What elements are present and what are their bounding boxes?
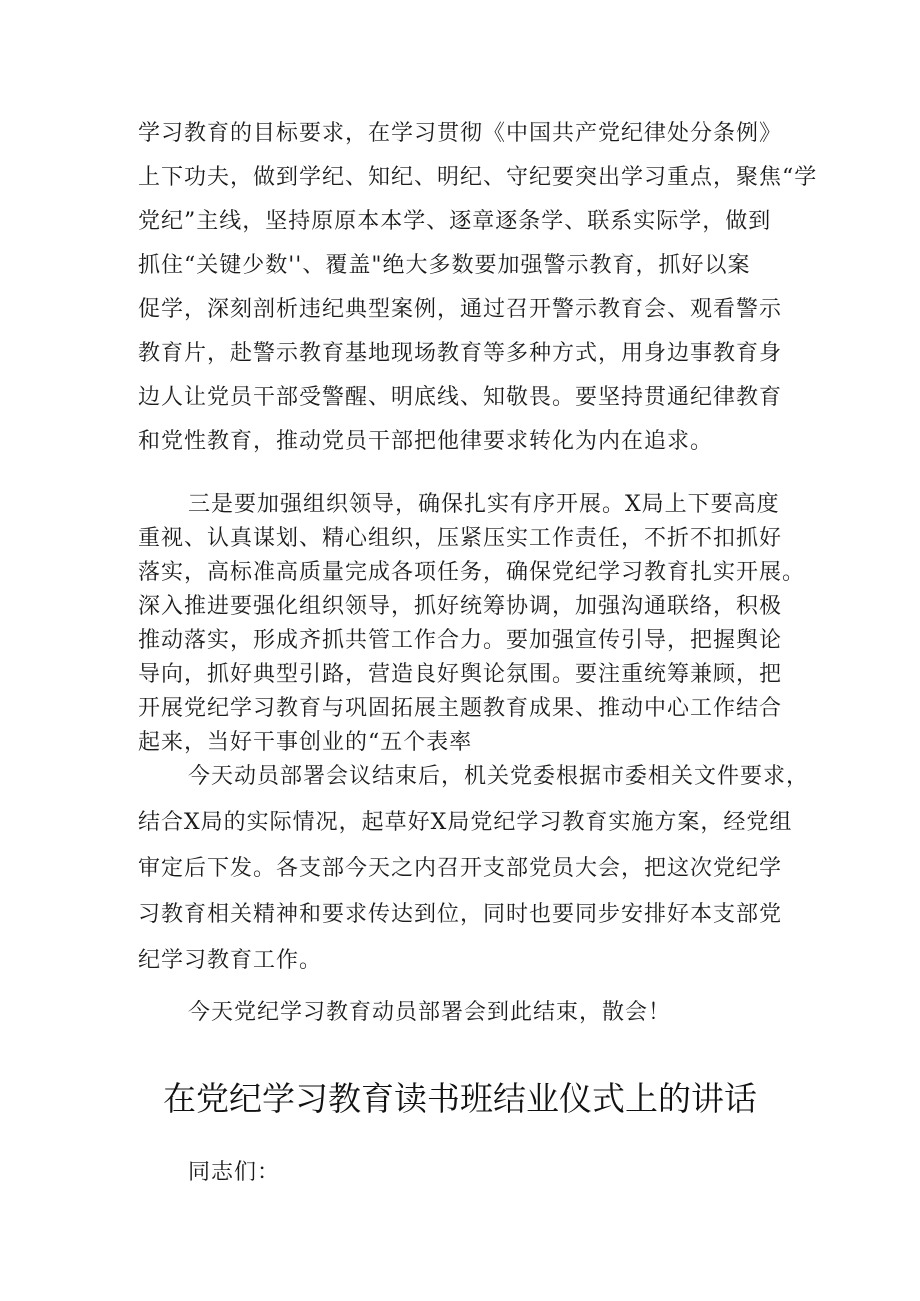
text-line: 促学，深刻剖析违纪典型案例，通过召开警示教育会、观看警示	[138, 297, 783, 322]
text-line: 导向，抓好典型引路，营造良好舆论氛围。要注重统筹兼顾，把	[138, 662, 783, 687]
text-line: 学习教育的目标要求，在学习贯彻《中国共产党纪律处分条例》	[138, 121, 783, 146]
text-line: 党纪”主线，坚持原原本本学、逐章逐条学、联系实际学，做到	[138, 209, 772, 234]
text-line: 重视、认真谋划、精心组织，压紧压实工作责任，不折不扣抓好	[138, 526, 783, 551]
text-line: 三是要加强组织领导，确保扎实有序开展。X局上下要高度	[188, 492, 780, 517]
salutation: 同志们：	[188, 1160, 281, 1185]
text-line: 抓住“关键少数''、覆盖"绝大多数要加强警示教育，抓好以案	[138, 253, 751, 278]
paragraph-learning-requirements	[138, 112, 818, 464]
text-line: 起来，当好干事创业的“五个表率	[138, 730, 473, 755]
text-line: 结合X局的实际情况，起草好X局党纪学习教育实施方案，经党组	[138, 810, 793, 835]
paragraph-organization-leadership	[138, 488, 806, 760]
paragraph-closing	[138, 996, 788, 1030]
text-line: 教育片，赴警示教育基地现场教育等多种方式，用身边事教育身	[138, 341, 783, 366]
text-line: 纪学习教育工作。	[138, 948, 323, 973]
text-line: 习教育相关精神和要求传达到位，同时也要同步安排好本支部党	[138, 902, 783, 927]
text-line: 开展党纪学习教育与巩固拓展主题教育成果、推动中心工作结合	[138, 696, 783, 721]
text-line: 和党性教育，推动党员干部把他律要求转化为内在追求。	[138, 429, 714, 454]
text-line: 今天党纪学习教育动员部署会到此结束，散会！	[188, 1000, 672, 1025]
text-line: 落实，高标准高质量完成各项任务，确保党纪学习教育扎实开展。	[138, 560, 806, 585]
text-line: 上下功夫，做到学纪、知纪、明纪、守纪要突出学习重点，聚焦“学	[138, 165, 818, 190]
text-line: 审定后下发。各支部今天之内召开支部党员大会，把这次党纪学	[138, 856, 783, 881]
text-line: 边人让党员干部受警醒、明底线、知敬畏。要坚持贯通纪律教育	[138, 385, 783, 410]
speech-title: 在党纪学习教育读书班结业仪式上的讲话	[163, 1079, 757, 1118]
paragraph-follow-up-arrangements	[138, 754, 810, 984]
text-line: 深入推进要强化组织领导，抓好统筹协调，加强沟通联络，积极	[138, 594, 783, 619]
text-line: 推动落实，形成齐抓共管工作合力。要加强宣传引导，把握舆论	[138, 628, 783, 653]
text-line: 今天动员部署会议结束后，机关党委根据市委相关文件要求，	[188, 764, 810, 789]
